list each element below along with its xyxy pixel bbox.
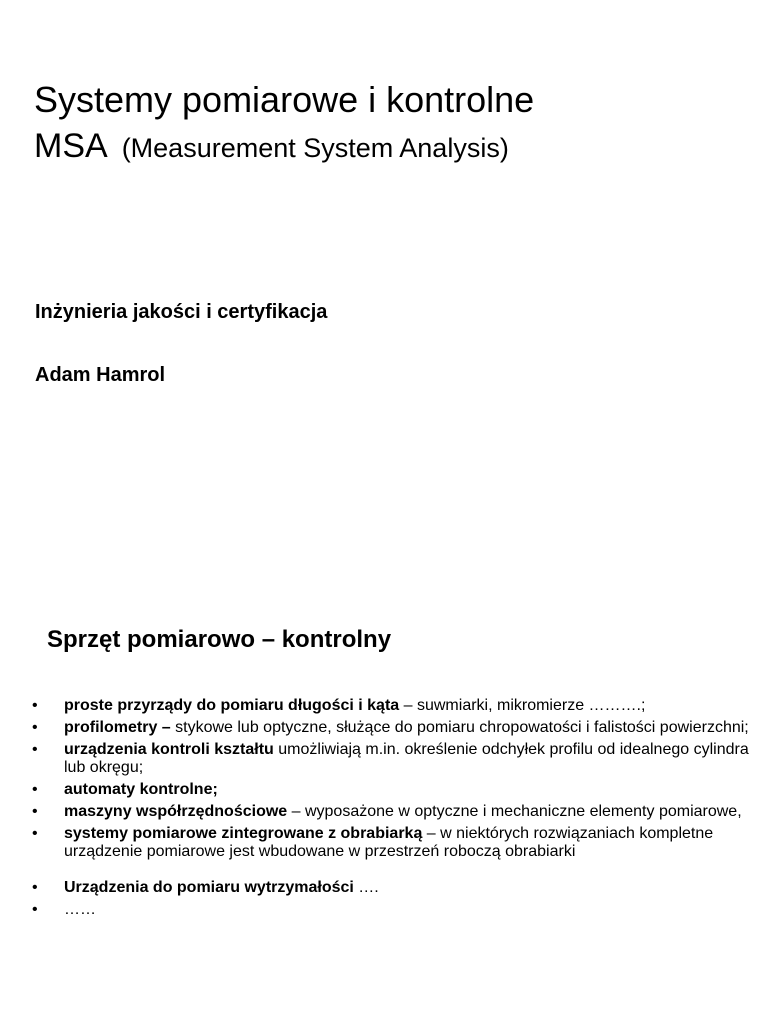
equipment-slide: [0, 600, 768, 1024]
item-bold: urządzenia kontroli kształtu: [64, 741, 274, 758]
title-line-2: [34, 124, 754, 175]
bullet-icon: •: [32, 781, 38, 798]
item-text: ….: [353, 879, 379, 896]
item-bold: Urządzenia do pomiaru wytrzymałości: [64, 879, 354, 896]
list-item: [30, 803, 750, 821]
list-item: [30, 741, 750, 777]
item-bold: maszyny współrzędnościowe: [64, 803, 288, 820]
title-subtitle: (Measurement System Analysis): [121, 133, 509, 163]
title-msa: MSA: [34, 127, 108, 165]
title-line-1: Systemy pomiarowe i kontrolne: [34, 79, 535, 120]
bullet-icon: •: [32, 697, 38, 714]
item-text: ……: [64, 901, 96, 918]
list-item: [30, 719, 750, 737]
item-text: umożliwiają m.in. określenie odchyłek profilu od idealnego cylindra lub okręgu;: [64, 741, 749, 776]
equipment-list: [30, 697, 750, 923]
course-name: Inżynieria jakości i certyfikacja: [35, 301, 328, 323]
list-item: [30, 901, 750, 919]
bullet-icon: •: [32, 825, 38, 842]
bullet-icon: •: [32, 741, 38, 758]
list-item: [30, 697, 750, 715]
item-bold: proste przyrządy do pomiaru długości i kąta: [64, 697, 400, 714]
item-text: – w niektórych rozwiązaniach kompletne urządzenie pomiarowe jest wbudowane w przestrzeń roboczą obrabiarki: [64, 825, 714, 860]
slide-title: [34, 78, 754, 175]
list-item: [30, 825, 750, 861]
item-text: – suwmiarki, mikromierze ……….;: [399, 697, 646, 714]
item-bold: automaty kontrolne;: [64, 781, 218, 798]
item-bold: systemy pomiarowe zintegrowane z obrabiarką: [64, 825, 423, 842]
item-text: stykowe lub optyczne, służące do pomiaru chropowatości i falistości powierzchni;: [170, 719, 749, 736]
bullet-icon: •: [32, 803, 38, 820]
list-item: [30, 879, 750, 897]
item-bold: profilometry –: [64, 719, 171, 736]
bullet-icon: •: [32, 901, 38, 918]
bullet-icon: •: [32, 719, 38, 736]
author-name: Adam Hamrol: [35, 364, 166, 386]
item-text: – wyposażone w optyczne i mechaniczne elementy pomiarowe,: [287, 803, 742, 820]
slide-heading: Sprzęt pomiarowo – kontrolny: [47, 626, 392, 653]
bullet-icon: •: [32, 879, 38, 896]
list-item: [30, 781, 750, 799]
